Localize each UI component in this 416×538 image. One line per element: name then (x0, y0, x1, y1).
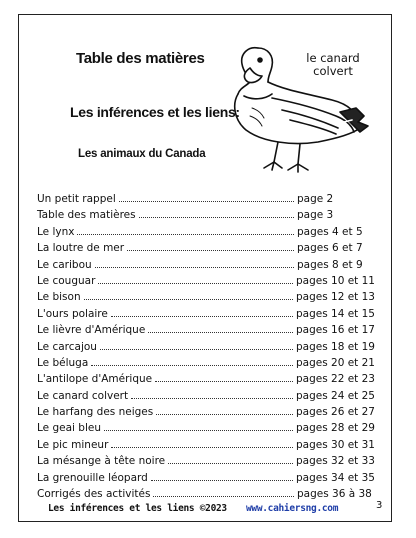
footer-website-link[interactable]: www.cahiersng.com (246, 503, 339, 514)
toc-pages: pages 6 et 7 (297, 242, 363, 255)
toc-leader (139, 208, 294, 218)
table-of-contents (37, 192, 375, 503)
toc-title: La mésange à tête noire (37, 455, 166, 468)
toc-title: Le bison (37, 291, 81, 304)
section-heading: Les animaux du Canada (78, 148, 206, 160)
toc-title: Le caribou (37, 258, 92, 271)
toc-pages: pages 20 et 21 (295, 356, 375, 369)
toc-title: La grenouille léopard (37, 471, 148, 484)
toc-leader (77, 225, 294, 235)
toc-row (37, 340, 375, 356)
page-subtitle: Les inférences et les liens: (70, 104, 240, 120)
toc-row (37, 372, 375, 388)
toc-pages: pages 32 et 33 (295, 455, 375, 468)
toc-leader (131, 389, 293, 399)
toc-row (37, 454, 375, 470)
toc-row (37, 225, 375, 241)
toc-title: Corrigés des activités (37, 488, 151, 501)
toc-row (37, 258, 375, 274)
toc-leader (148, 323, 293, 333)
toc-title: Le canard colvert (37, 389, 129, 402)
toc-title: Le lièvre d'Amérique (37, 324, 146, 337)
toc-row (37, 323, 375, 339)
toc-row (37, 290, 375, 306)
duck-caption-line1: le canard (306, 51, 360, 65)
footer-copyright: Les inférences et les liens ©2023 (48, 503, 227, 514)
toc-row (37, 438, 375, 454)
toc-leader (95, 258, 294, 268)
toc-pages: pages 8 et 9 (297, 258, 363, 271)
page-title: Table des matières (76, 50, 205, 67)
toc-pages: pages 24 et 25 (295, 389, 375, 402)
toc-title: Le béluga (37, 356, 89, 369)
toc-pages: pages 18 et 19 (295, 340, 375, 353)
toc-row (37, 487, 375, 503)
toc-row (37, 192, 375, 208)
toc-title: Le lynx (37, 225, 75, 238)
toc-pages: pages 28 et 29 (295, 422, 375, 435)
toc-pages: pages 22 et 23 (295, 373, 375, 386)
toc-row (37, 356, 375, 372)
toc-leader (84, 290, 293, 300)
toc-title: Le harfang des neiges (37, 406, 154, 419)
toc-pages: pages 16 et 17 (295, 324, 375, 337)
toc-row (37, 405, 375, 421)
toc-row (37, 274, 375, 290)
toc-title: La loutre de mer (37, 242, 125, 255)
toc-leader (151, 471, 293, 481)
toc-row (37, 241, 375, 257)
toc-title: Le pic mineur (37, 438, 109, 451)
toc-row (37, 307, 375, 323)
toc-title: Un petit rappel (37, 193, 116, 205)
duck-caption-line2: colvert (313, 64, 353, 78)
toc-leader (111, 307, 293, 317)
toc-pages: pages 34 et 35 (295, 471, 375, 484)
toc-leader (111, 438, 293, 448)
toc-title: Table des matières (37, 209, 136, 222)
toc-leader (155, 372, 293, 382)
toc-leader (91, 356, 293, 366)
toc-title: L'antilope d'Amérique (37, 373, 153, 386)
toc-leader (104, 421, 293, 431)
toc-leader (100, 340, 293, 350)
toc-row (37, 389, 375, 405)
toc-title: Le couguar (37, 274, 96, 287)
toc-pages: pages 36 à 38 (297, 488, 372, 501)
toc-pages: pages 10 et 11 (295, 274, 375, 287)
toc-pages: pages 4 et 5 (297, 225, 363, 238)
toc-leader (153, 487, 294, 497)
toc-pages: page 2 (297, 193, 334, 205)
toc-title: Le carcajou (37, 340, 97, 353)
toc-leader (168, 454, 293, 464)
page-number: 3 (376, 500, 383, 511)
toc-pages: page 3 (297, 209, 334, 222)
toc-row (37, 421, 375, 437)
toc-row (37, 471, 375, 487)
toc-leader (127, 241, 294, 251)
toc-leader (156, 405, 293, 415)
toc-row (37, 208, 375, 224)
toc-pages: pages 12 et 13 (295, 291, 375, 304)
toc-pages: pages 30 et 31 (295, 438, 375, 451)
toc-leader (119, 192, 294, 202)
toc-pages: pages 14 et 15 (295, 307, 375, 320)
toc-leader (98, 274, 293, 284)
toc-title: Le geai bleu (37, 422, 101, 435)
toc-pages: pages 26 et 27 (295, 406, 375, 419)
toc-title: L'ours polaire (37, 307, 108, 320)
duck-caption (302, 52, 364, 78)
